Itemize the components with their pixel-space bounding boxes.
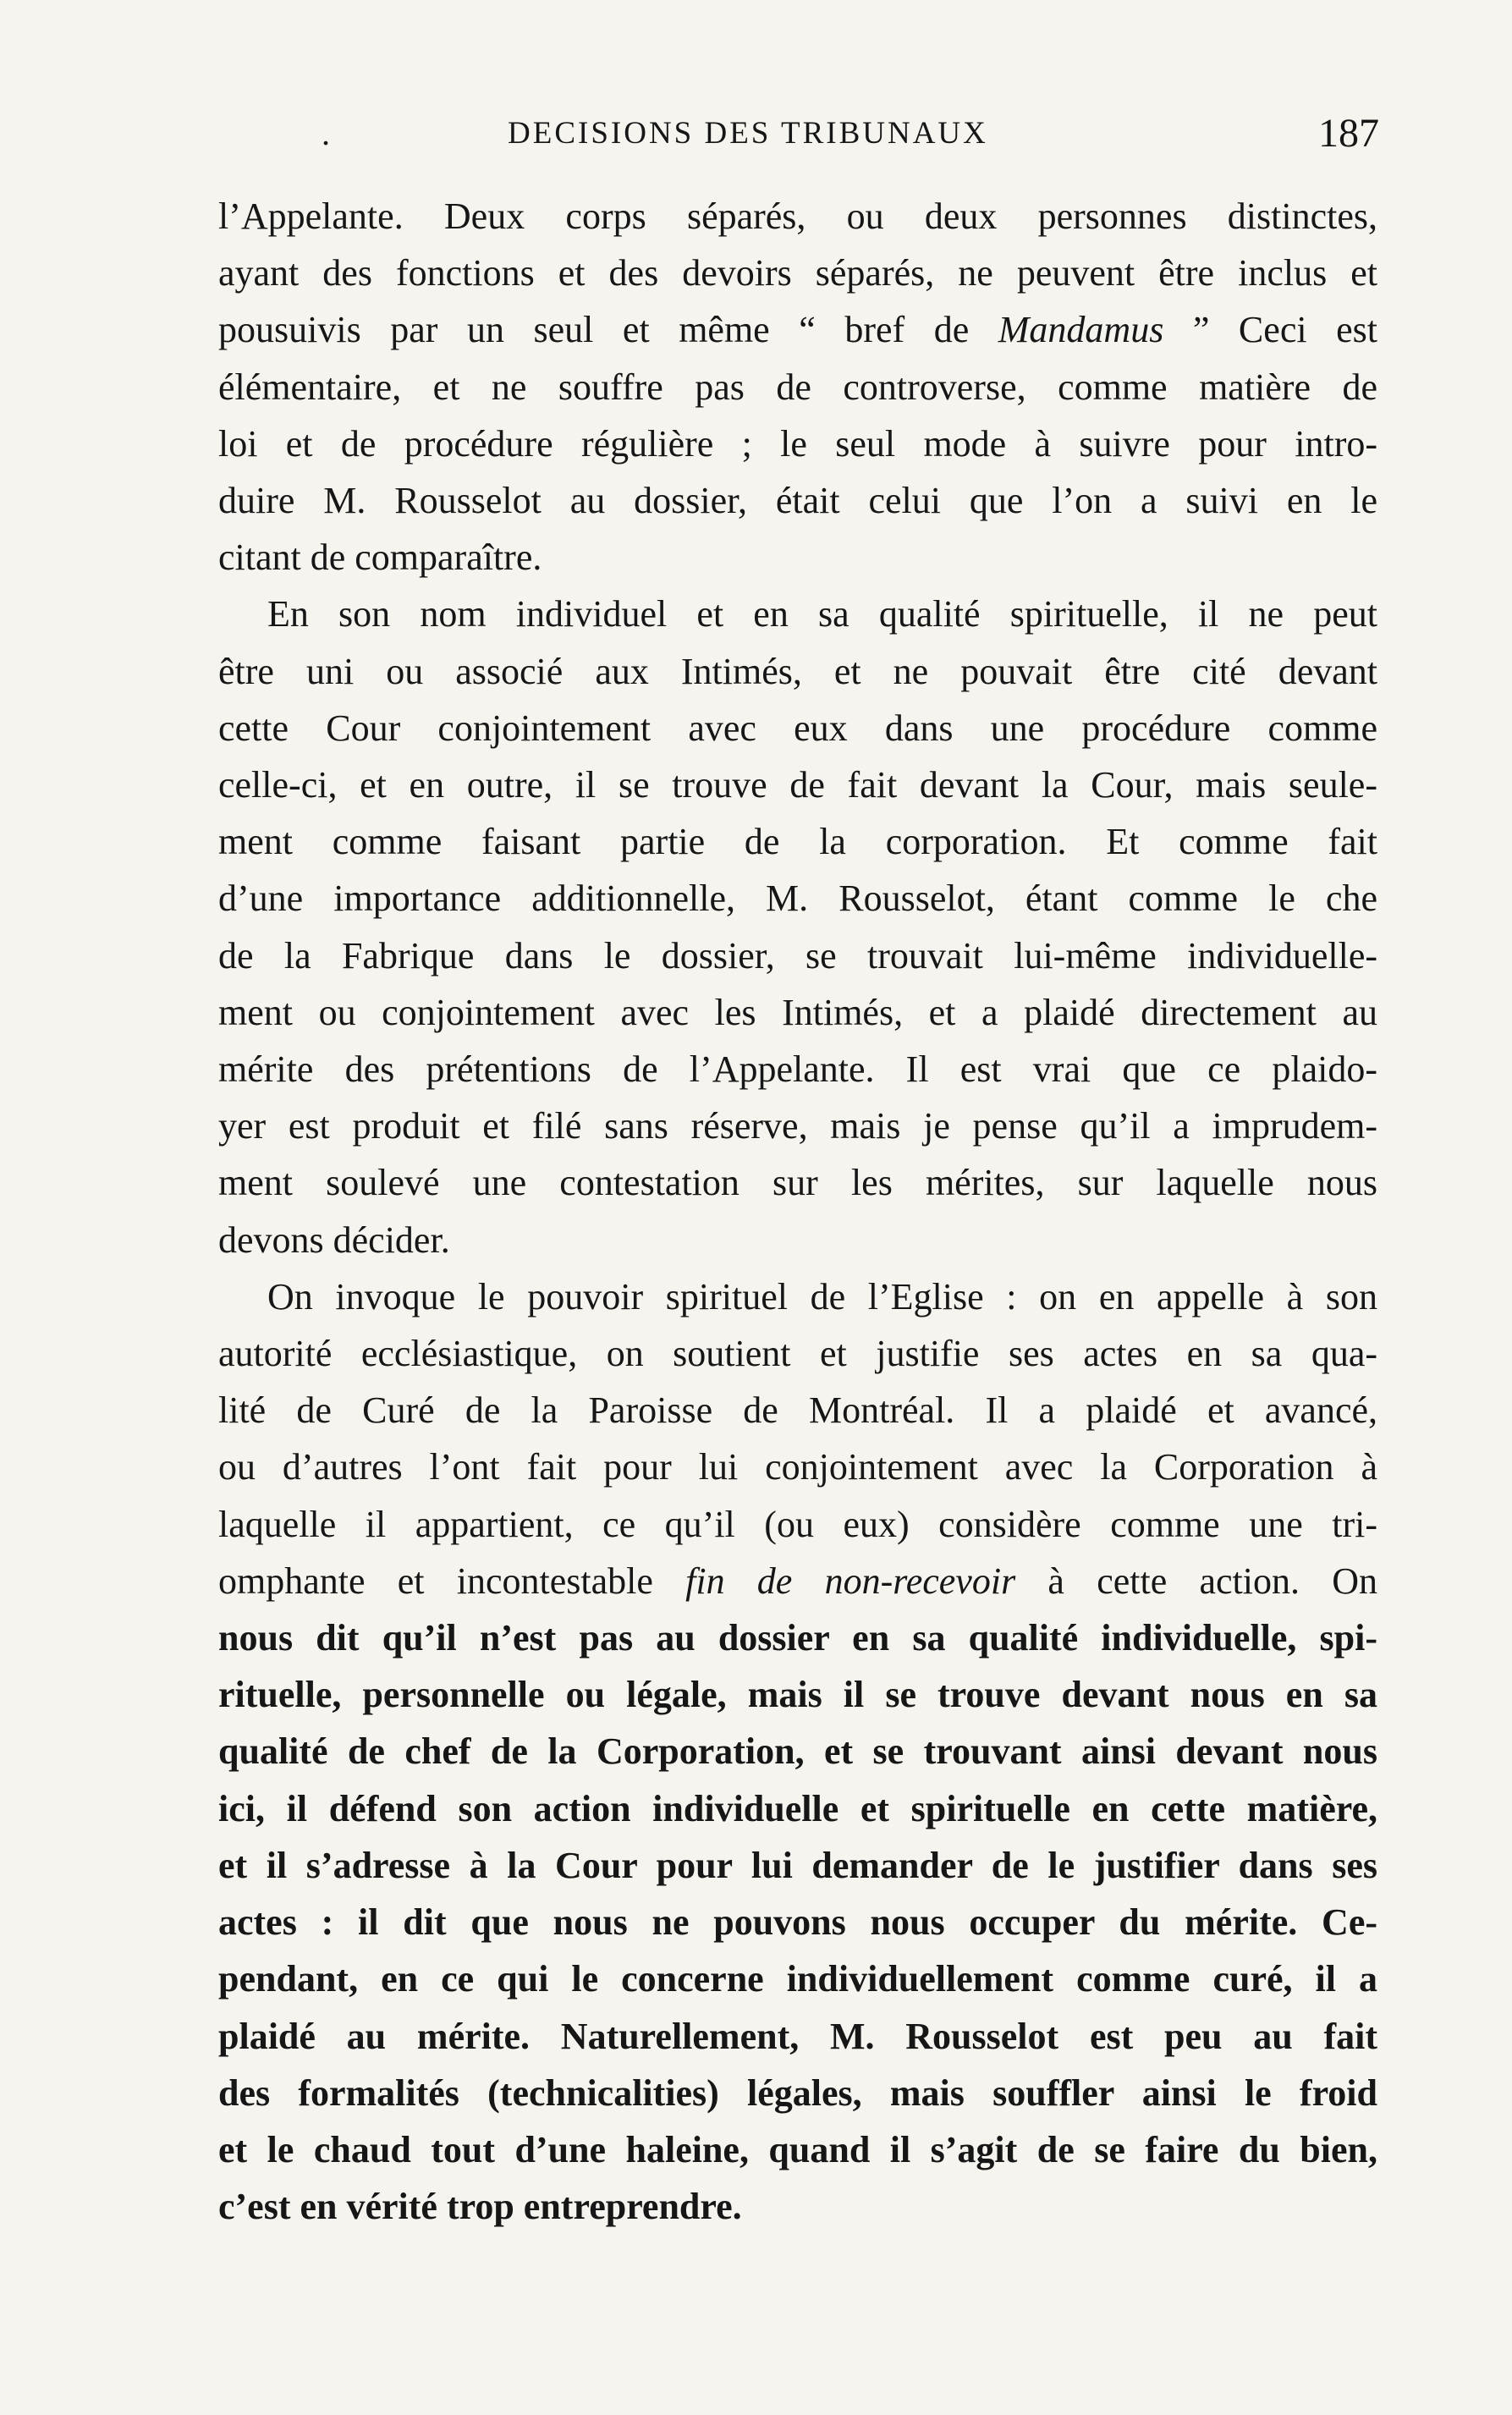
- text-line: et le chaud tout d’une haleine, quand il s’agit de se faire du bien,: [218, 2128, 1377, 2170]
- text-fragment: omphante et incontestable: [218, 1560, 686, 1602]
- text-fragment: à cette action. On: [1015, 1560, 1377, 1602]
- text-line: c’est en vérité trop entreprendre.: [218, 2186, 742, 2228]
- text-line: actes : il dit que nous ne pouvons nous occuper du mérite. Ce-: [218, 1901, 1377, 1944]
- text-line: mérite des prétentions de l’Appelante. Il est vrai que ce plaido-: [218, 1048, 1377, 1091]
- page-number: 187: [1318, 111, 1379, 156]
- text-line: pendant, en ce qui le concerne individuellement comme curé, il a: [218, 1958, 1377, 2000]
- text-line: plaidé au mérite. Naturellement, M. Rousselot est peu au fait: [218, 2015, 1377, 2057]
- text-line: ou d’autres l’ont fait pour lui conjointement avec la Corporation à: [218, 1446, 1377, 1488]
- text-line: yer est produit et filé sans réserve, mais je pense qu’il a imprudem-: [218, 1105, 1377, 1147]
- text-line: nous dit qu’il n’est pas au dossier en sa qualité individuelle, spi-: [218, 1617, 1377, 1659]
- text-line: celle-ci, et en outre, il se trouve de fait devant la Cour, mais seule-: [218, 764, 1377, 806]
- text-line: l’Appelante. Deux corps séparés, ou deux personnes distinctes,: [218, 195, 1377, 237]
- text-line: citant de comparaître.: [218, 536, 542, 579]
- text-line: élémentaire, et ne souffre pas de controverse, comme matière de: [218, 366, 1377, 408]
- body-text: [218, 188, 1377, 2235]
- text-line: être uni ou associé aux Intimés, et ne pouvait être cité devant: [218, 650, 1377, 692]
- italic-fin-de-non-recevoir: fin de non-recevoir: [685, 1560, 1016, 1602]
- text-line: autorité ecclésiastique, on soutient et justifie ses actes en sa qua-: [218, 1333, 1377, 1375]
- text-line: lité de Curé de la Paroisse de Montréal. Il a plaidé et avancé,: [218, 1389, 1377, 1432]
- text-line: ment soulevé une contestation sur les mérites, sur laquelle nous: [218, 1162, 1377, 1204]
- text-line: qualité de chef de la Corporation, et se trouvant ainsi devant nous: [218, 1730, 1377, 1773]
- text-line-mandamus: [218, 301, 1377, 358]
- text-line: laquelle il appartient, ce qu’il (ou eux) considère comme une tri-: [218, 1503, 1377, 1545]
- paragraph-3: [218, 1268, 1377, 2235]
- text-line: des formalités (technicalities) légales, mais souffler ainsi le froid: [218, 2071, 1377, 2114]
- text-line: En son nom individuel et en sa qualité spirituelle, il ne peut: [267, 593, 1377, 635]
- text-line: loi et de procédure régulière ; le seul mode à suivre pour intro-: [218, 422, 1377, 465]
- text-line: ayant des fonctions et des devoirs séparés, ne peuvent être inclus et: [218, 252, 1377, 294]
- text-line: ment comme faisant partie de la corporation. Et comme fait: [218, 821, 1377, 863]
- text-line-fin-de-non-recevoir: [218, 1553, 1377, 1609]
- paragraph-1: [218, 188, 1377, 586]
- paragraph-2: [218, 586, 1377, 1268]
- text-fragment: pousuivis par un seul et même “ bref de: [218, 309, 998, 351]
- text-line: de la Fabrique dans le dossier, se trouvait lui-même individuelle-: [218, 934, 1377, 976]
- text-line: On invoque le pouvoir spirituel de l’Eglise : on en appelle à son: [267, 1275, 1377, 1318]
- text-line: ment ou conjointement avec les Intimés, et a plaidé directement au: [218, 991, 1377, 1033]
- italic-mandamus: Mandamus: [998, 309, 1164, 351]
- running-title: DECISIONS DES TRIBUNAUX: [508, 116, 988, 151]
- text-line: devons décider.: [218, 1219, 450, 1261]
- text-line: duire M. Rousselot au dossier, était celui que l’on a suivi en le: [218, 480, 1377, 522]
- text-line: et il s’adresse à la Cour pour lui demander de le justifier dans ses: [218, 1844, 1377, 1886]
- text-fragment: ” Ceci est: [1163, 309, 1377, 351]
- text-line: ici, il défend son action individuelle et spirituelle en cette matière,: [218, 1787, 1377, 1829]
- text-line: d’une importance additionnelle, M. Rousselot, étant comme le che: [218, 877, 1377, 920]
- text-line: cette Cour conjointement avec eux dans une procédure comme: [218, 707, 1377, 749]
- text-line: rituelle, personnelle ou légale, mais il se trouve devant nous en sa: [218, 1674, 1377, 1716]
- running-head: [212, 108, 1379, 159]
- header-dot: .: [322, 114, 330, 152]
